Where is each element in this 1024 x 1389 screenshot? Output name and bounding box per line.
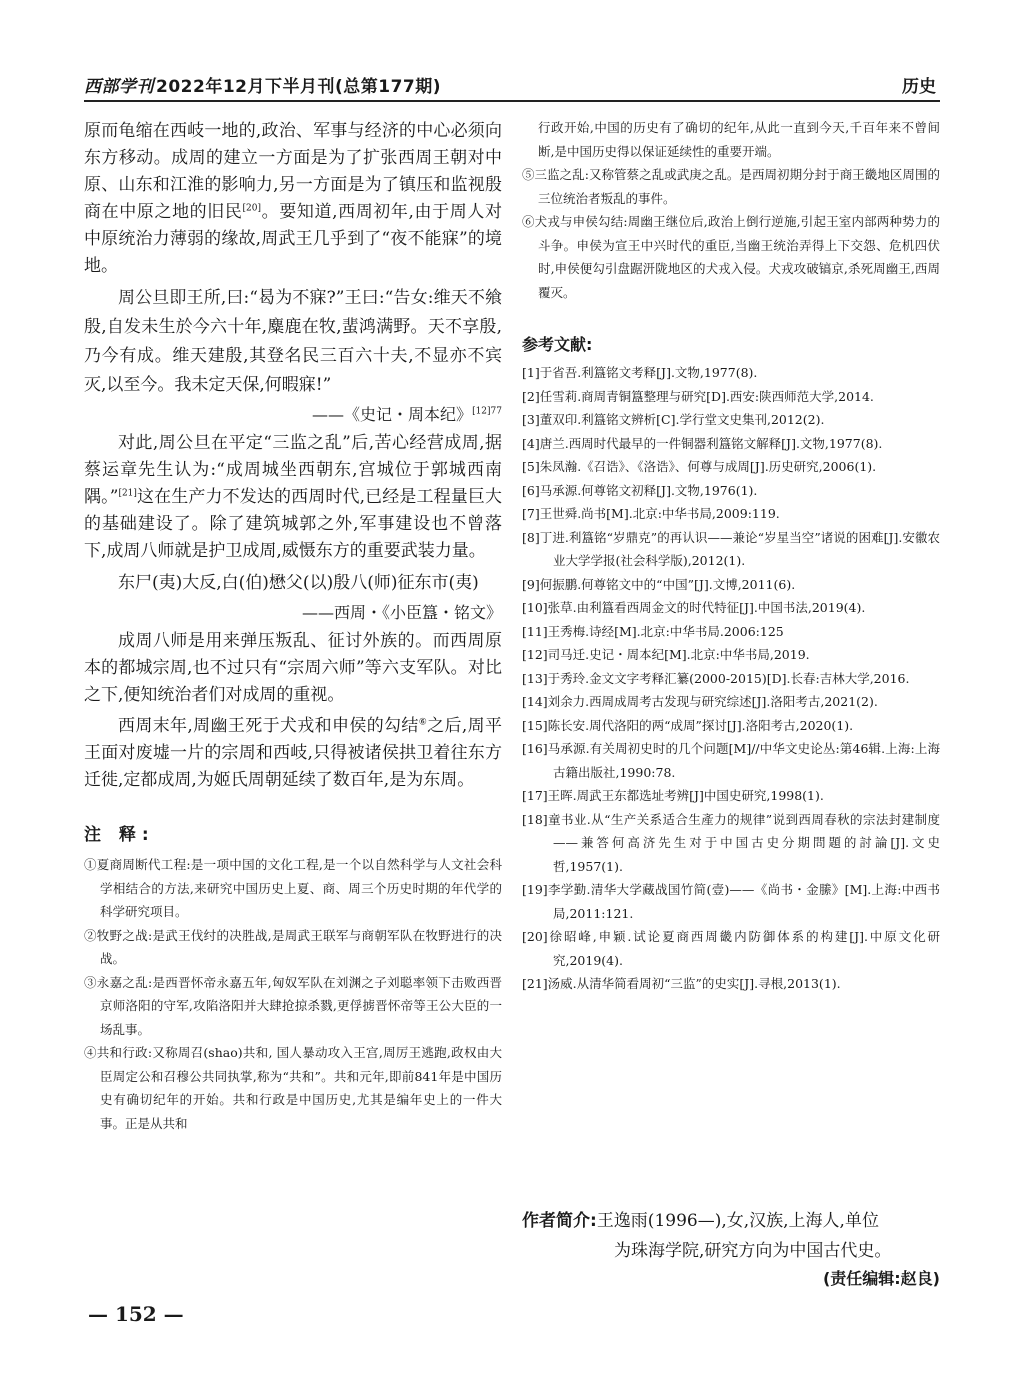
reference-item: [1]于省吾.利簋铭文考释[J].文物,1977(8). [522, 365, 758, 380]
reference-item: [16]马承源.有关周初史时的几个问题[M]//中华文史论丛:第46辑.上海:上海古籍出版社,1990:78. [522, 741, 940, 780]
page-number: — 152 — [88, 1302, 184, 1326]
reference-item: [5]朱凤瀚.《召诰》、《洛诰》、何尊与成周[J].历史研究,2006(1). [522, 459, 877, 474]
paragraph-2-text: 对此,周公旦在平定“三监之乱”后,苦心经营成周,据蔡运章先生认为:“成周城坐西朝东,宫城位于郭城西南隅。” [84, 433, 502, 507]
paragraph-2 [84, 430, 502, 565]
notes-heading: 注 释: [84, 825, 155, 845]
reference-item: [6]马承源.何尊铭文初释[J].文物,1976(1). [522, 482, 758, 498]
note-4-continued: 行政开始,中国的历史有了确切的纪年,从此一直到今天,千百年来不曾间断,是中国历史得以保证延续性的重要开端。 [538, 120, 940, 159]
author-label: 作者简介: [522, 1211, 597, 1231]
journal-issue: 2022年12月下半月刊(总第177期) [156, 77, 441, 97]
page-header [84, 68, 940, 102]
citation-20: [20] [242, 203, 261, 214]
cite-shiji-sup: [12]77 [472, 406, 502, 417]
reference-item: [2]任雪莉.商周青铜簋整理与研究[D].西安:陕西师范大学,2014. [522, 388, 874, 404]
note-1: ①夏商周断代工程:是一项中国的文化工程,是一个以自然科学与人文社会科学相结合的方法,来研究中国历史上夏、商、周三个历史时期的年代学的科学研究项目。 [84, 857, 502, 919]
paragraph-4-text: 西周末年,周幽王死于犬戎和申侯的勾结 [118, 716, 419, 736]
cite-shiji [84, 400, 502, 430]
reference-item: [15]陈长安.周代洛阳的两“成周”探讨[J].洛阳考古,2020(1). [522, 717, 854, 733]
journal-title [84, 72, 441, 97]
reference-item: [11]王秀梅.诗经[M].北京:中华书局.2006:125 [522, 623, 784, 639]
reference-item: [19]李学勤.清华大学藏战国竹简(壹)——《尚书・金縢》[M].上海:中西书局,2011:121. [522, 882, 940, 921]
paragraph-1-tail: 。要知道,西周初年,由于周人对中原统治力薄弱的缘故,周武王几乎到了“夜不能寐”的境地。 [84, 202, 502, 276]
author-bio [522, 1206, 940, 1266]
reference-item: [20]徐昭峰,申颖.试论夏商西周畿内防御体系的构建[J].中原文化研究,2019(4). [522, 929, 940, 968]
paragraph-2-tail: 这在生产力不发达的西周时代,已经是工程量巨大的基础建设了。除了建筑城郭之外,军事建设也不曾落下,成周八师就是护卫成周,威慑东方的重要武装力量。 [84, 487, 502, 561]
left-column [84, 118, 502, 1135]
reference-item: [7]王世舜.尚书[M].北京:中华书局,2009:119. [522, 506, 780, 521]
reference-item: [13]于秀玲.金文文字考释汇纂(2000-2015)[D].长春:吉林大学,2016. [522, 670, 910, 686]
right-column [522, 116, 940, 996]
note-5: ⑤三监之乱:又称管蔡之乱或武庚之乱。是西周初期分封于商王畿地区周围的三位统治者叛乱的事件。 [522, 167, 940, 206]
note-3: ③永嘉之乱:是西晋怀帝永嘉五年,匈奴军队在刘渊之子刘聪率领下击败西晋京师洛阳的守军,攻陷洛阳并大肆抢掠杀戮,更俘掳晋怀帝等王公大臣的一场乱事。 [84, 974, 502, 1037]
quote-xiaochengui: 东尸(夷)大反,白(伯)懋父(以)殷八(师)征东市(夷) [118, 573, 479, 593]
reference-item: [12]司马迁.史记・周本纪[M].北京:中华书局,2019. [522, 647, 810, 662]
reference-item: [3]董双印.利簋铭文辨析[C].学行堂文史集刊,2012(2). [522, 412, 825, 427]
author-text-1: 王逸雨(1996—),女,汉族,上海人,单位 [596, 1211, 879, 1231]
paragraph-1 [84, 118, 502, 280]
journal-logo: 西部学刊 [84, 77, 154, 97]
quote-shiji: 周公旦即王所,曰:“曷为不寐?”王曰:“告女:维天不飨殷,自发未生於今六十年,麋鹿在牧,蜚鸿满野。天不享殷,乃今有成。维天建殷,其登名民三百六十夫,不显亦不宾灭,以至今。我未定天保,何暇寐!” [84, 288, 502, 395]
note-6: ⑥犬戎与申侯勾结:周幽王继位后,政治上倒行逆施,引起王室内部两种势力的斗争。申侯为宣王中兴时代的重臣,当幽王统治弄得上下交怨、危机四伏时,申侯便勾引盘踞汧陇地区的犬戎入侵。犬戎攻破镐京,杀死周幽王,西周覆灭。 [522, 214, 940, 300]
author-text-2: 为珠海学院,研究方向为中国古代史。 [614, 1241, 892, 1261]
note-4: ④共和行政:又称周召(shao)共和, 国人暴动攻入王宫,周厉王逃跑,政权由大臣周定公和召穆公共同执掌,称为“共和”。共和元年,即前841年是中国历史有确切纪年的开始。共和行政是中国历史,尤其是编年史上的一件大事。正是从共和 [84, 1045, 502, 1131]
cite-shiji-text: ——《史记・周本纪》 [312, 405, 473, 424]
note-marker-6: ⑥ [418, 717, 428, 728]
paragraph-1-text: 原而龟缩在西岐一地的,政治、军事与经济的中心必须向东方移动。成周的建立一方面是为了扩张西周王朝对中原、山东和江淮的影响力,另一方面是为了镇压和监视殷商在中原之地的旧民 [84, 121, 502, 222]
reference-item: [14]刘余力.西周成周考古发现与研究综述[J].洛阳考古,2021(2). [522, 694, 878, 709]
responsible-editor: (责任编辑:赵良) [822, 1269, 940, 1288]
reference-item: [10]张草.由利簋看西周金文的时代特征[J].中国书法,2019(4). [522, 600, 866, 615]
citation-21: [21] [118, 488, 137, 499]
paragraph-4-tail: 之后,周平王面对废墟一片的宗周和西岐,只得被诸侯拱卫着往东方迁徙,定都成周,为姬氏周朝延续了数百年,是为东周。 [84, 716, 502, 790]
paragraph-3: 成周八师是用来弹压叛乱、征讨外族的。而西周原本的都城宗周,也不过只有“宗周六师”等六支军队。对比之下,便知统治者们对成周的重视。 [84, 631, 502, 705]
reference-item: [21]汤威.从清华简看周初“三监”的史实[J].寻根,2013(1). [522, 976, 841, 991]
reference-item: [9]何振鹏.何尊铭文中的“中国”[J].文博,2011(6). [522, 576, 796, 592]
paragraph-4 [84, 713, 502, 794]
reference-item: [4]唐兰.西周时代最早的一件铜器利簋铭文解释[J].文物,1977(8). [522, 435, 883, 451]
reference-item: [17]王晖.周武王东都选址考辨[J]中国史研究,1998(1). [522, 788, 824, 803]
references-heading: 参考文献: [522, 335, 593, 354]
reference-item: [8]丁进.利簋铭“岁鼎克”的再认识——兼论“岁星当空”诸说的困难[J].安徽农业大学学报(社会科学版),2012(1). [522, 529, 940, 568]
note-2: ②牧野之战:是武王伐纣的决胜战,是周武王联军与商朝军队在牧野进行的决战。 [84, 927, 502, 966]
section-label: 历史 [902, 77, 936, 97]
cite-xiaochengui: ——西周・《小臣簋・铭文》 [301, 603, 502, 622]
reference-item: [18]童书业.从“生产关系适合生產力的规律”说到西周春秋的宗法封建制度——兼答何高济先生对于中国古史分期問題的討論[J].文史哲,1957(1). [522, 811, 940, 874]
